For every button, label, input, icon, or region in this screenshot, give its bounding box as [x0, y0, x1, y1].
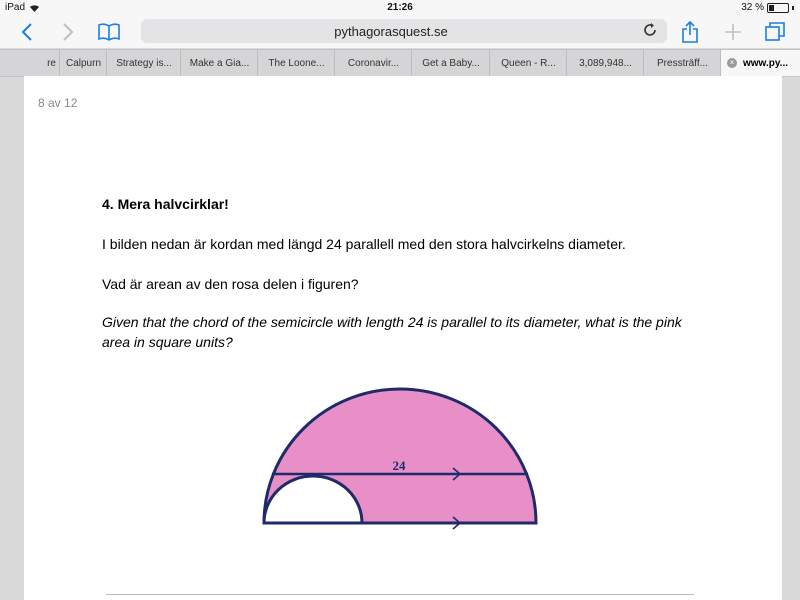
- tab-4[interactable]: The Loone...: [257, 50, 335, 76]
- tab-1[interactable]: Calpurn: [59, 50, 107, 76]
- tab-0[interactable]: re: [47, 57, 56, 69]
- tab-6[interactable]: Get a Baby...: [411, 50, 490, 76]
- share-icon: [681, 21, 699, 43]
- reload-button[interactable]: [643, 23, 657, 42]
- clock: 21:26: [387, 2, 413, 13]
- address-bar[interactable]: [141, 19, 667, 43]
- battery-icon: [767, 3, 789, 13]
- reload-icon: [643, 23, 657, 37]
- chevron-left-icon: [21, 23, 33, 41]
- device-label: iPad: [5, 2, 26, 13]
- document-page: [24, 76, 782, 600]
- back-button[interactable]: [14, 20, 40, 44]
- paragraph-swedish-1: I bilden nedan är kordan med längd 24 parallell med den stora halvcirkelns diameter.: [102, 236, 626, 252]
- chevron-right-icon: [62, 23, 74, 41]
- divider: [106, 594, 694, 595]
- plus-icon: [724, 23, 742, 41]
- tab-active[interactable]: × www.py...: [720, 50, 800, 76]
- tab-8[interactable]: 3,089,948...: [566, 50, 644, 76]
- page-counter: 8 av 12: [38, 96, 78, 110]
- url-text: pythagorasquest.se: [334, 24, 448, 39]
- tab-3[interactable]: Make a Gia...: [180, 50, 258, 76]
- problem-heading: 4. Mera halvcirklar!: [102, 196, 229, 212]
- forward-button[interactable]: [55, 20, 81, 44]
- tabs-overview-button[interactable]: [762, 20, 788, 44]
- semicircle-figure: [262, 382, 542, 532]
- close-tab-icon[interactable]: ×: [727, 58, 737, 68]
- tab-2[interactable]: Strategy is...: [106, 50, 181, 76]
- battery-percent: 32 %: [741, 2, 764, 13]
- paragraph-english: Given that the chord of the semicircle with length 24 is parallel to its diameter, what is the pink area in square units?: [102, 314, 682, 350]
- new-tab-button[interactable]: [720, 20, 746, 44]
- book-icon: [97, 23, 121, 41]
- status-bar: [0, 0, 800, 16]
- tab-bar: [0, 49, 800, 77]
- tabs-icon: [765, 22, 785, 42]
- share-button[interactable]: [677, 20, 703, 44]
- chord-length-label: 24: [392, 458, 406, 473]
- paragraph-swedish-2: Vad är arean av den rosa delen i figuren?: [102, 276, 359, 292]
- tab-9[interactable]: Pressträff...: [643, 50, 721, 76]
- bookmarks-button[interactable]: [96, 20, 122, 44]
- tab-7[interactable]: Queen - R...: [489, 50, 567, 76]
- tab-5[interactable]: Coronavir...: [334, 50, 412, 76]
